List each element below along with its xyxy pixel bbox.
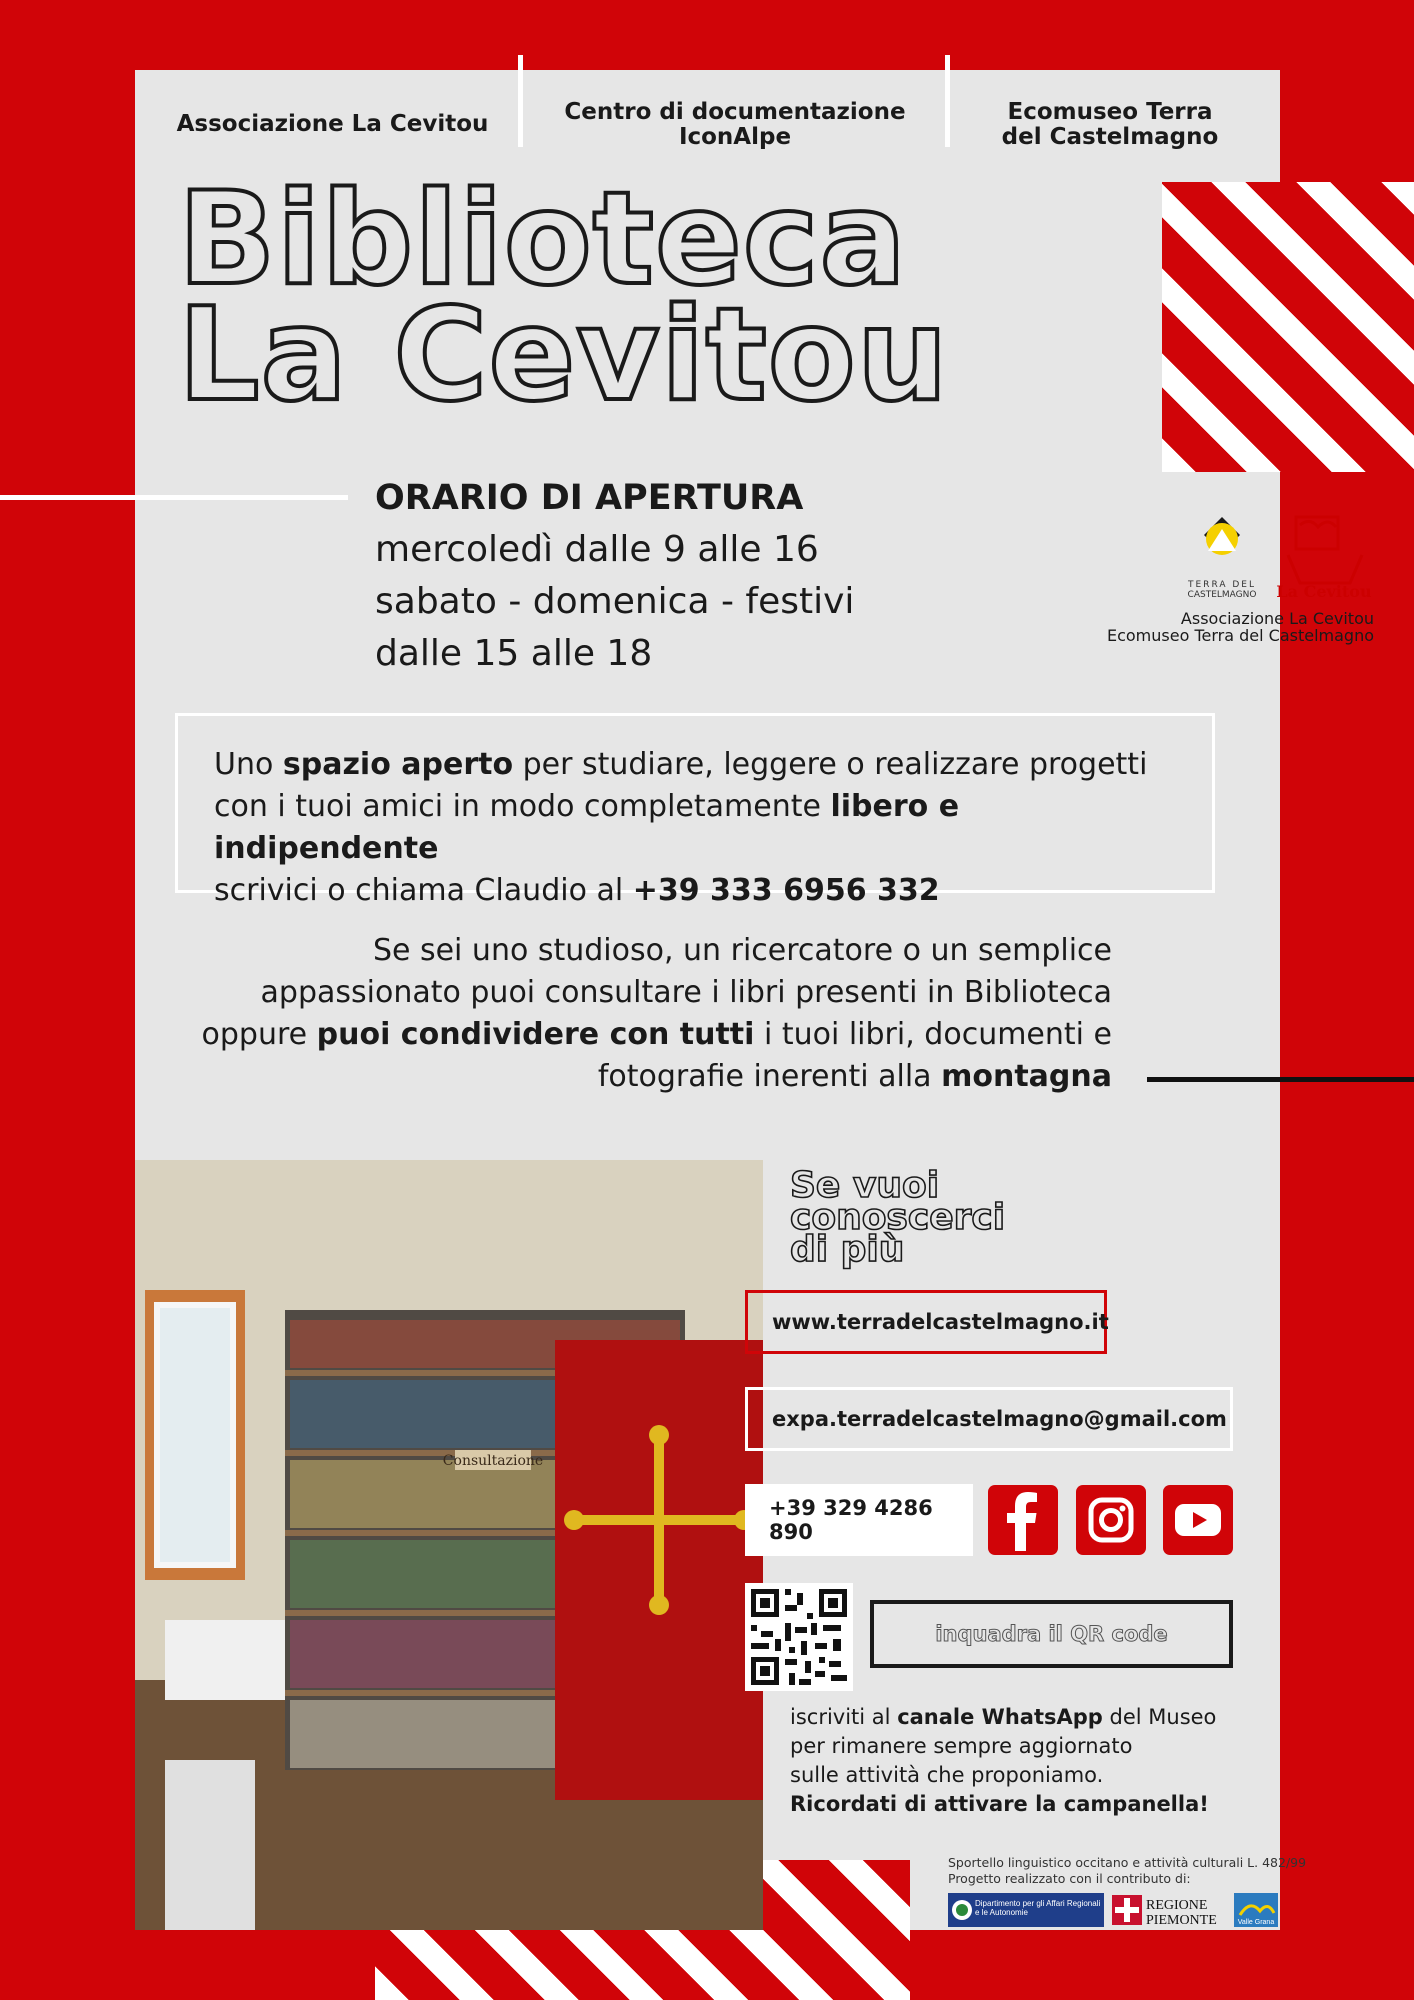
- svg-text:TERRA DEL: TERRA DEL: [1188, 580, 1256, 590]
- terra-del-castelmagno-logo: [1187, 517, 1256, 600]
- svg-text:REGIONE: REGIONE: [1146, 1898, 1208, 1913]
- qr-code-label: inquadra il QR code: [870, 1600, 1233, 1668]
- svg-text:PIEMONTE: PIEMONTE: [1146, 1913, 1217, 1928]
- valle-grana-logo: [1234, 1893, 1278, 1927]
- header-divider: [945, 55, 950, 147]
- hours-line: mercoledì dalle 9 alle 16: [375, 529, 819, 570]
- logo-caption: Associazione La Cevitou Ecomuseo Terra del Castelmagno: [1106, 609, 1374, 645]
- qr-code-icon[interactable]: [745, 1583, 853, 1691]
- diagonal-stripes-decoration: [1162, 182, 1414, 472]
- occitan-flag: [555, 1340, 763, 1800]
- svg-text:Consultazione: Consultazione: [442, 1453, 544, 1469]
- library-photo: [135, 1160, 763, 1930]
- la-cevitou-logo: [1276, 517, 1372, 601]
- header-org-iconalpe: Centro di documentazione IconAlpe: [564, 98, 906, 150]
- hours-line: sabato - domenica - festivi: [375, 581, 855, 622]
- instagram-icon[interactable]: [1076, 1485, 1146, 1555]
- phone-number[interactable]: +39 329 4286 890: [745, 1484, 973, 1556]
- youtube-icon[interactable]: [1163, 1485, 1233, 1555]
- email-link[interactable]: expa.terradelcastelmagno@gmail.com: [745, 1387, 1233, 1451]
- know-more-heading: Se vuoi conoscerci di più: [790, 1165, 1006, 1270]
- open-space-info-box: Uno spazio aperto per studiare, leggere o realizzare progetti con i tuoi amici in modo completamente libero e indipendente scrivici o chiama Claudio al +39 333 6956 332: [175, 713, 1215, 893]
- scholar-info-paragraph: Se sei uno studioso, un ricercatore o un semplice appassionato puoi consultare i libri presenti in Biblioteca oppure puoi condividere con tutti i tuoi libri, documenti e fotografie inerenti alla montagna: [201, 933, 1112, 1094]
- svg-text:CASTELMAGNO: CASTELMAGNO: [1187, 590, 1257, 600]
- svg-text:Valle Grana: Valle Grana: [1237, 1919, 1275, 1926]
- dipartimento-logo: Dipartimento per gli Affari Regionali e le Autonomie: [948, 1893, 1104, 1927]
- website-link[interactable]: www.terradelcastelmagno.it: [745, 1290, 1107, 1354]
- hours-line: dalle 15 alle 18: [375, 633, 653, 674]
- whatsapp-info: iscriviti al canale WhatsApp del Museo per rimanere sempre aggiornato sulle attività che proponiamo. Ricordati di attivare la campanella!: [790, 1705, 1217, 1816]
- regione-piemonte-logo: [1112, 1895, 1217, 1928]
- funding-note: Sportello linguistico occitano e attività culturali L. 482/99 Progetto realizzato con il contributo di:: [948, 1855, 1307, 1886]
- white-rule: [0, 495, 348, 500]
- contact-phone-claudio: +39 333 6956 332: [632, 873, 940, 908]
- svg-text:La Cevitou: La Cevitou: [1276, 582, 1372, 601]
- hours-heading: ORARIO DI APERTURA: [375, 478, 804, 518]
- facebook-icon[interactable]: [988, 1485, 1058, 1555]
- header-org-ecomuseo: Ecomuseo Terra del Castelmagno: [1001, 98, 1219, 150]
- header-org-cevitou: Associazione La Cevitou: [176, 111, 489, 138]
- opening-hours: [375, 472, 854, 680]
- header-divider: [518, 55, 523, 147]
- black-rule: [1147, 1077, 1414, 1082]
- page-title: [178, 165, 949, 430]
- title-line-2: La Cevitou: [178, 281, 949, 430]
- funding-logos: [948, 1893, 1278, 1929]
- title-line-1: Biblioteca: [178, 165, 907, 314]
